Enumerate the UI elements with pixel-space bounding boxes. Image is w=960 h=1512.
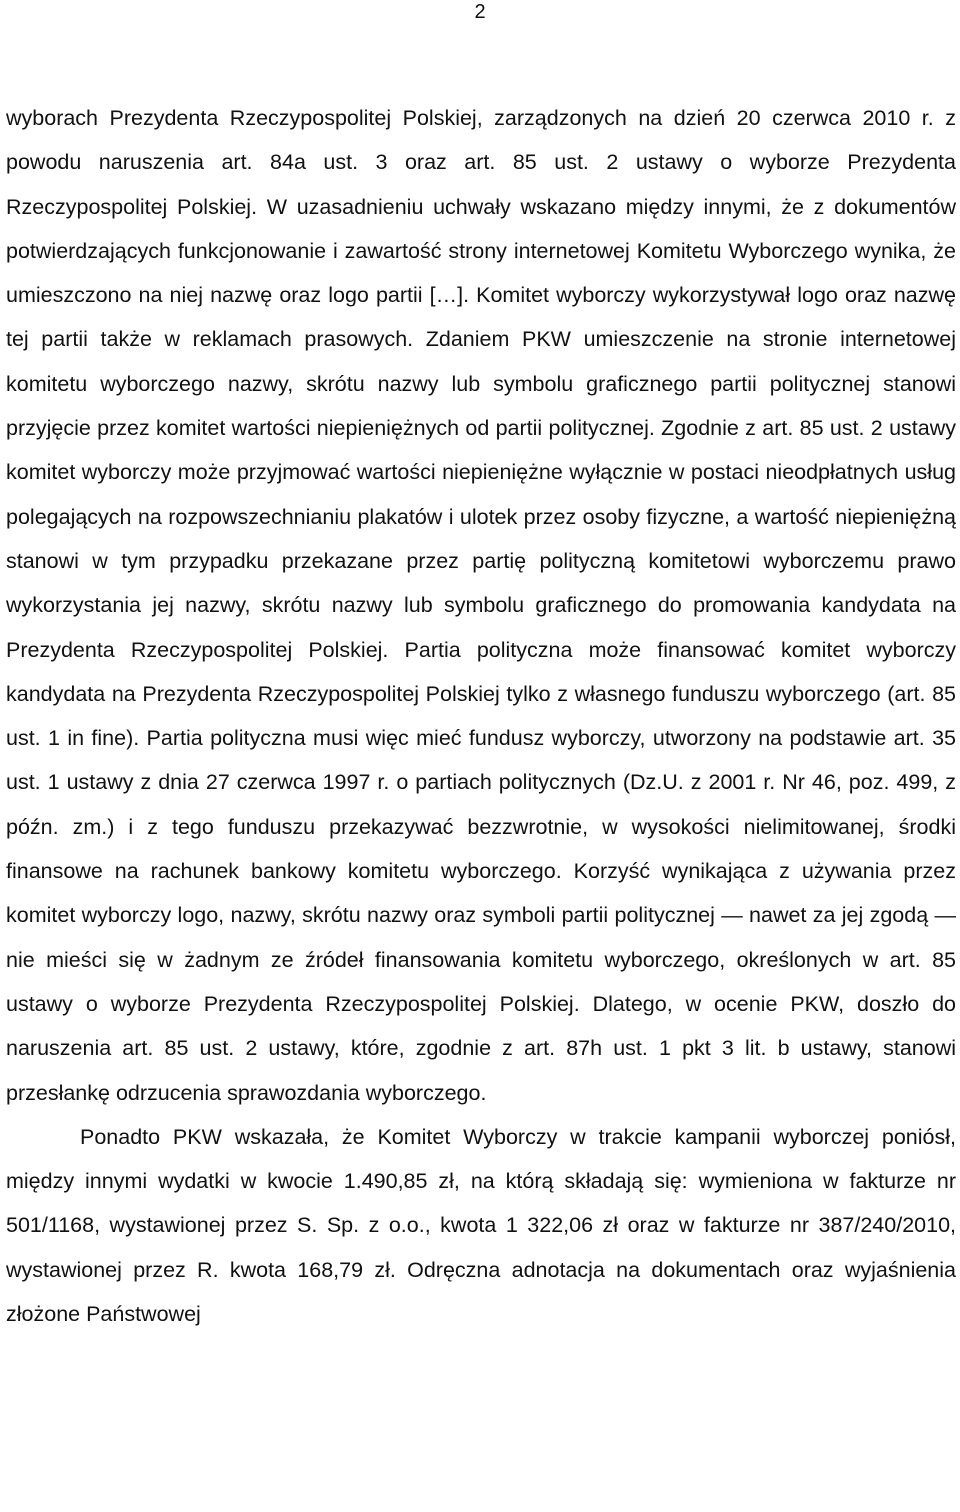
page-number: 2 bbox=[474, 1, 486, 23]
document-body bbox=[6, 96, 956, 1336]
paragraph-2: Ponadto PKW wskazała, że Komitet Wyborczy w trakcie kampanii wyborczej poniósł, między innymi wydatki w kwocie 1.490,85 zł, na którą składają się: wymieniona w fakturze nr 501/1168, wystawionej przez S. Sp. z o.o., kwota 1 322,06 zł oraz w fakturze nr 387/240/2010, wystawionej przez R. kwota 168,79 zł. Odręczna adnotacja na dokumentach oraz wyjaśnienia złożone Państwowej bbox=[6, 1124, 956, 1327]
paragraph-1: wyborach Prezydenta Rzeczypospolitej Polskiej, zarządzonych na dzień 20 czerwca 2010 r. z powodu naruszenia art. 84a ust. 3 oraz art. 85 ust. 2 ustawy o wyborze Prezydenta Rzeczypospolitej Polskiej. W uzasadnieniu uchwały wskazano między innymi, że z dokumentów potwierdzających funkcjonowanie i zawartość strony internetowej Komitetu Wyborczego wynika, że umieszczono na niej nazwę oraz logo partii […]. Komitet wyborczy wykorzystywał logo oraz nazwę tej partii także w reklamach prasowych. Zdaniem PKW umieszczenie na stronie internetowej komitetu wyborczego nazwy, skrótu nazwy lub symbolu graficznego partii politycznej stanowi przyjęcie przez komitet wartości niepieniężnych od partii politycznej. Zgodnie z art. 85 ust. 2 ustawy komitet wyborczy może przyjmować wartości niepieniężne wyłącznie w postaci nieodpłatnych usług polegających na rozpowszechnianiu plakatów i ulotek przez osoby fizyczne, a wartość niepieniężną stanowi w tym przypadku przekazane przez partię polityczną komitetowi wyborczemu prawo wykorzystania jej nazwy, skrótu nazwy lub symbolu graficznego do promowania kandydata na Prezydenta Rzeczypospolitej Polskiej. Partia polityczna może finansować komitet wyborczy kandydata na Prezydenta Rzeczypospolitej Polskiej tylko z własnego funduszu wyborczego (art. 85 ust. 1 in fine). Partia polityczna musi więc mieć fundusz wyborczy, utworzony na podstawie art. 35 ust. 1 ustawy z dnia 27 czerwca 1997 r. o partiach politycznych (Dz.U. z 2001 r. Nr 46, poz. 499, z późn. zm.) i z tego funduszu przekazywać bezzwrotnie, w wysokości nielimitowanej, środki finansowe na rachunek bankowy komitetu wyborczego. Korzyść wynikająca z używania przez komitet wyborczy logo, nazwy, skrótu nazwy oraz symboli partii politycznej — nawet za jej zgodą — nie mieści się w żadnym ze źródeł finansowania komitetu wyborczego, określonych w art. 85 ustawy o wyborze Prezydenta Rzeczypospolitej Polskiej. Dlatego, w ocenie PKW, doszło do naruszenia art. 85 ust. 2 ustawy, które, zgodnie z art. 87h ust. 1 pkt 3 lit. b ustawy, stanowi przesłankę odrzucenia sprawozdania wyborczego. bbox=[6, 106, 956, 1105]
